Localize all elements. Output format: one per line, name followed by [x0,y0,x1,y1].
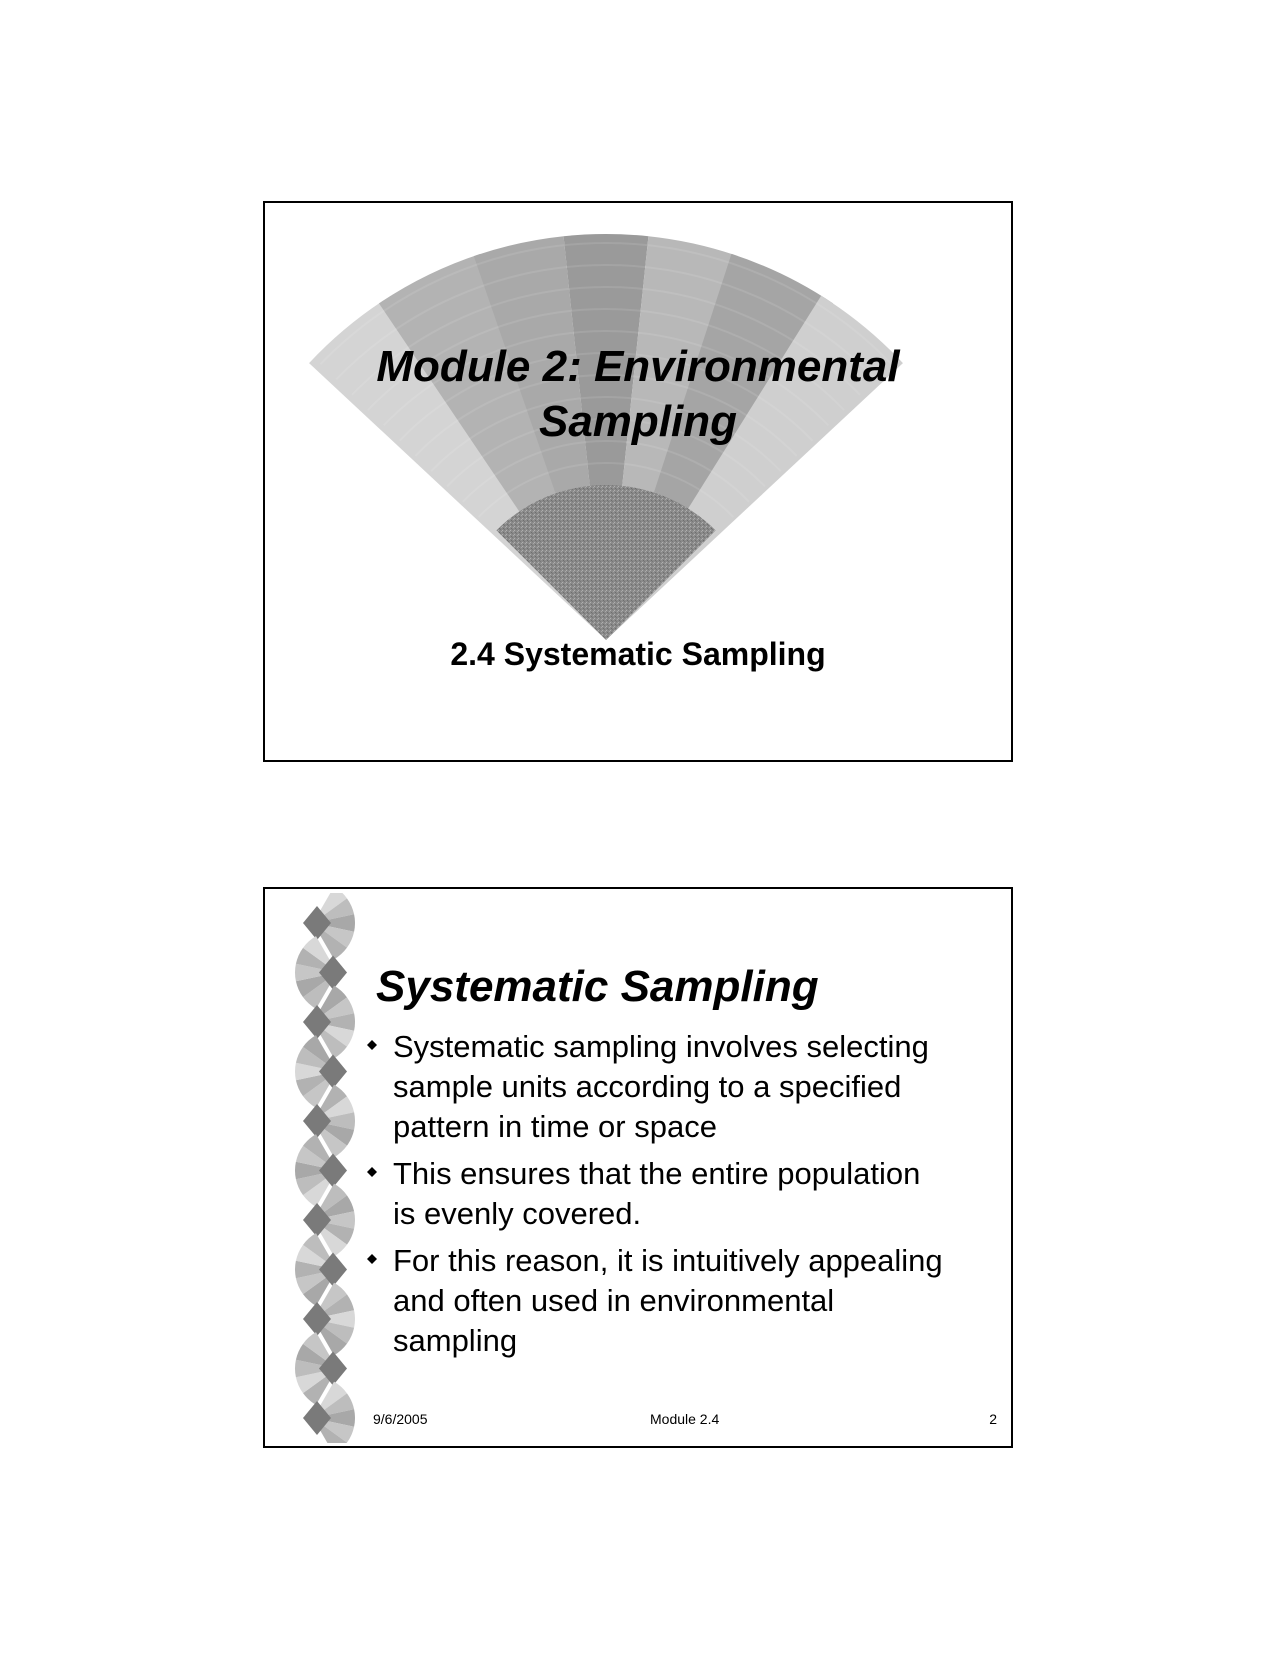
diamond-bullet-icon [367,1040,377,1050]
slide-1-subtitle: 2.4 Systematic Sampling [450,636,826,672]
slide-1 [263,201,1013,762]
bullet-line: pattern in time or space [393,1109,717,1144]
footer-date: 9/6/2005 [373,1411,428,1427]
diamond-bullet-icon [367,1254,377,1264]
bullet-line: sample units according to a specified [393,1069,902,1104]
slide-2-title: Systematic Sampling [376,962,819,1011]
footer-page-number: 2 [989,1411,997,1427]
fan-border-icon [285,893,365,1443]
bullet-list [365,1027,1005,1368]
slide-1-title-line-2: Sampling [538,397,738,446]
slide-1-title-line-1: Module 2: Environmental [376,342,900,391]
bullet-line: sampling [393,1323,518,1358]
bullet-line: and often used in environmental [393,1283,835,1318]
slide-1-title [265,339,1011,449]
bullet-item [365,1154,1005,1234]
bullet-line: Systematic sampling involves selecting [393,1029,929,1064]
bullet-line: is evenly covered. [393,1196,642,1231]
bullet-line: For this reason, it is intuitively appealing [393,1243,943,1278]
diamond-bullet-icon [367,1167,377,1177]
bullet-line: This ensures that the entire population [393,1156,921,1191]
fan-core [496,485,715,640]
bullet-item [365,1027,1005,1147]
footer-module: Module 2.4 [650,1411,720,1427]
fan-icon [265,203,1011,760]
bullet-item [365,1241,1005,1361]
slide-2 [263,887,1013,1448]
